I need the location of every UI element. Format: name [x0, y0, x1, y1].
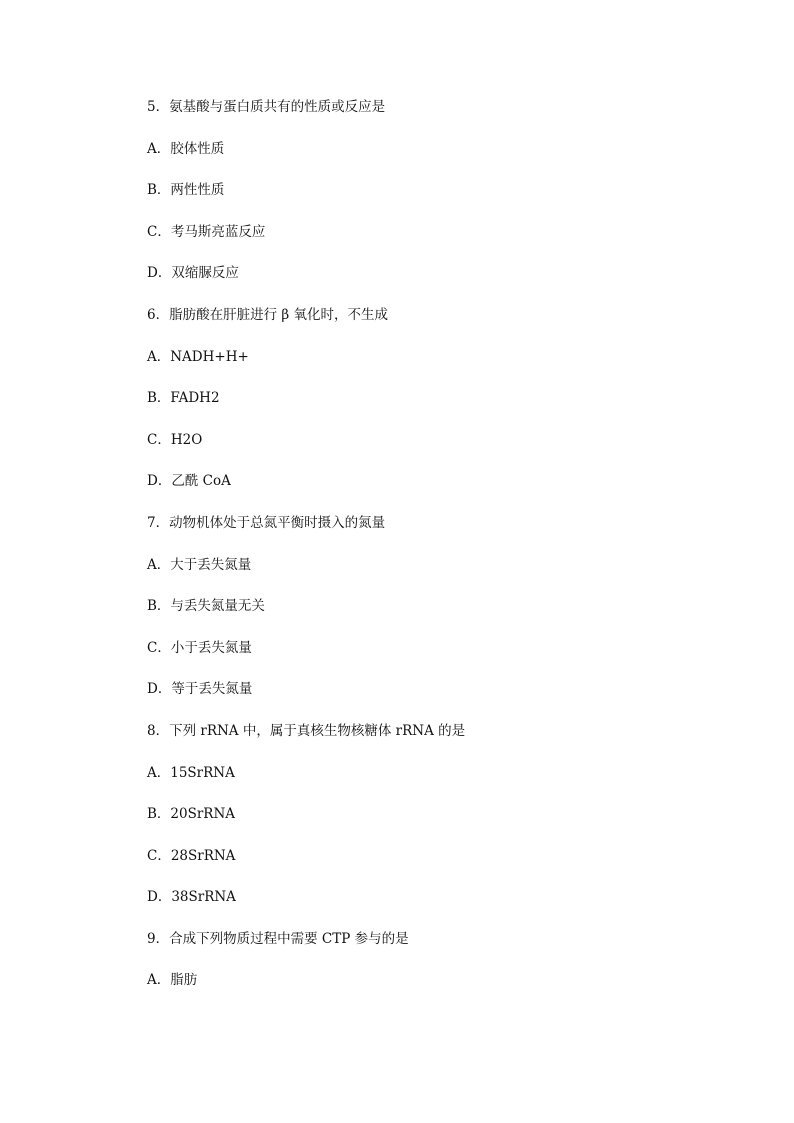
question-7-option-d: D．等于丢失氮量 — [147, 681, 253, 698]
question-7-option-b: B．与丢失氮量无关 — [147, 598, 265, 615]
question-6-option-c: C．H2O — [147, 431, 203, 448]
question-5-option-a: A．胶体性质 — [147, 140, 225, 157]
question-7-option-a: A．大于丢失氮量 — [147, 556, 252, 573]
question-8-option-c: C．28SrRNA — [147, 847, 236, 864]
question-8-option-d: D．38SrRNA — [147, 889, 236, 906]
question-6-option-d: D．乙酰 CoA — [147, 473, 231, 490]
question-9-option-a: A．脂肪 — [147, 972, 198, 989]
question-6-option-b: B．FADH2 — [147, 390, 220, 407]
question-5-stem: 5．氨基酸与蛋白质共有的性质或反应是 — [147, 99, 386, 115]
document-page — [147, 96, 747, 1011]
question-5-option-c: C．考马斯亮蓝反应 — [147, 223, 266, 240]
question-7-option-c: C．小于丢失氮量 — [147, 639, 252, 656]
question-6-stem: 6．脂肪酸在肝脏进行 β 氧化时，不生成 — [147, 306, 388, 323]
question-8-option-a: A．15SrRNA — [147, 764, 235, 781]
question-8-stem: 8．下列 rRNA 中，属于真核生物核糖体 rRNA 的是 — [147, 722, 466, 739]
question-8-option-b: B．20SrRNA — [147, 806, 236, 823]
question-6-option-a: A．NADH+H+ — [147, 348, 249, 365]
question-7-stem: 7．动物机体处于总氮平衡时摄入的氮量 — [147, 514, 386, 531]
question-5-option-d: D．双缩脲反应 — [147, 265, 239, 282]
question-5-option-b: B．两性性质 — [147, 182, 225, 199]
question-9-stem: 9．合成下列物质过程中需要 CTP 参与的是 — [147, 930, 409, 947]
